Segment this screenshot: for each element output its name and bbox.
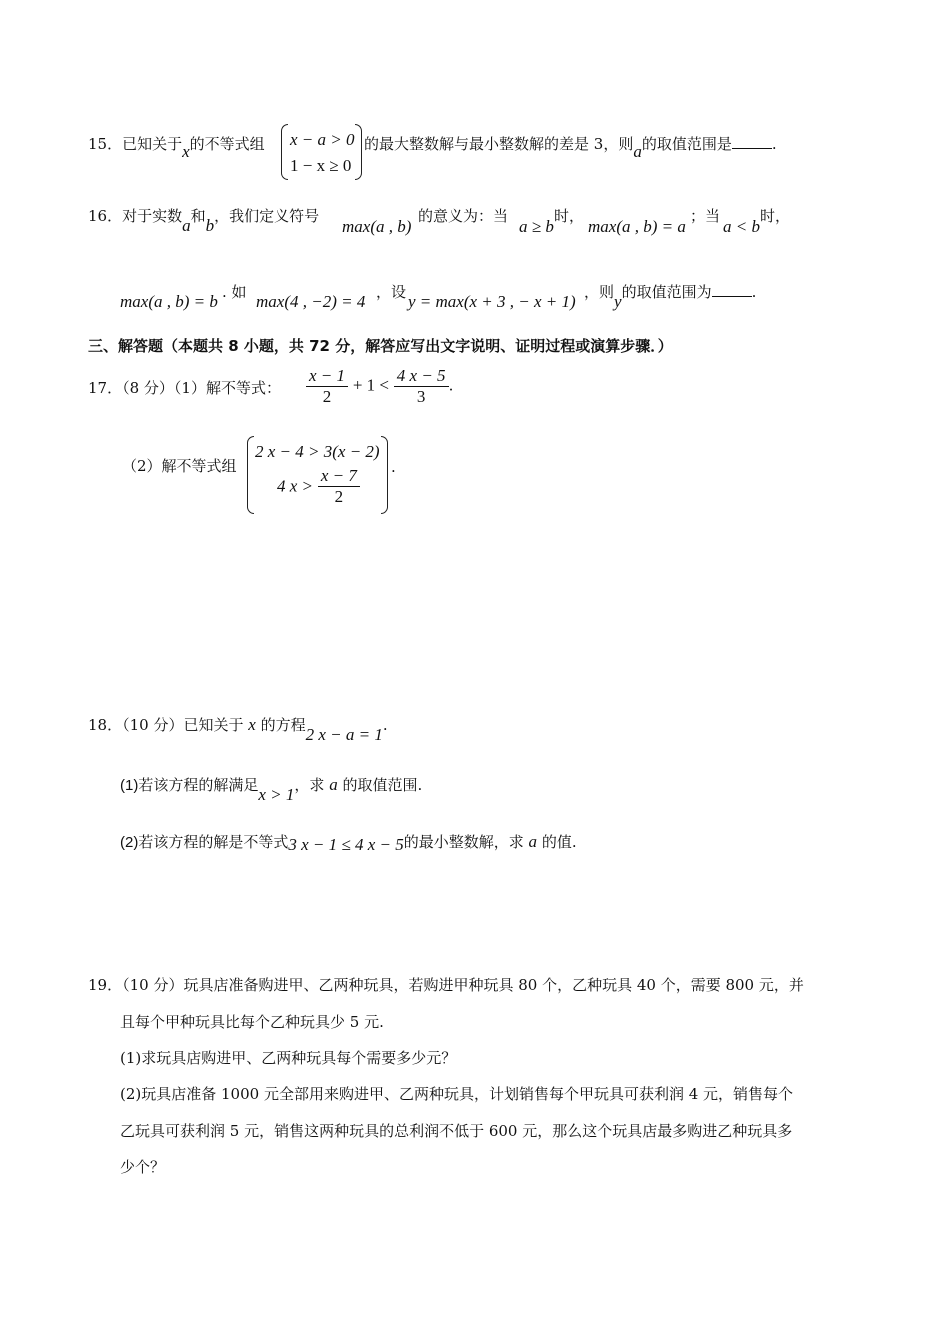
- section-3-heading: 三、解答题（本题共 8 小题，共 72 分，解答应写出文字说明、证明过程或演算步骤．）: [88, 337, 673, 355]
- q17-row2-denominator: 2: [334, 487, 344, 506]
- q18-end: .: [382, 716, 388, 734]
- q15-text-4: 的取值范围是: [641, 135, 732, 153]
- q17-part1-label: （1）解不等式：: [173, 379, 281, 397]
- q17-inequality: [306, 366, 453, 407]
- q17-frac2-numerator: 4 x − 5: [396, 366, 446, 385]
- q15-var-x: x: [182, 142, 190, 161]
- q17-frac1-denominator: 2: [322, 387, 332, 406]
- q18-score: （10 分）: [122, 716, 184, 734]
- q18-p2-text-3: 的值.: [541, 833, 577, 851]
- q16-result-1: max(a , b) = a: [588, 217, 686, 236]
- q15-var-a: a: [633, 142, 642, 161]
- q16-line-3: [584, 282, 757, 311]
- q17-row2-lhs: 4 x >: [277, 476, 314, 496]
- q17-middle: + 1 <: [352, 375, 389, 395]
- q16-end: .: [751, 283, 757, 301]
- q16-text-3: 的意义为：当: [418, 207, 509, 225]
- q17-part2-label: （2）解不等式组: [122, 457, 237, 475]
- q17-frac1-numerator: x − 1: [309, 366, 346, 385]
- q19-part-2-line-1: (2)玩具店准备 1000 元全部用来购进甲、乙两种玩具，计划销售每个甲玩具可获利润 4 元，销售每个: [120, 1085, 794, 1103]
- q16-result-2: max(a , b) = b: [120, 292, 218, 311]
- q16-text-4: 时，: [554, 207, 585, 225]
- q19-text-2: 且每个甲种玩具比每个乙种玩具少 5 元.: [120, 1013, 384, 1031]
- q17-frac2-denominator: 3: [416, 387, 426, 406]
- q15-text-1: 已知关于: [122, 135, 183, 153]
- q15-line: [88, 134, 265, 161]
- q17-inequality-system: [247, 436, 397, 516]
- q16-cond-2: a < b: [723, 217, 760, 236]
- q16-number: 16．: [88, 207, 123, 225]
- q17-number: 17．: [88, 379, 123, 397]
- q19-part-1: (1)求玩具店购进甲、乙两种玩具每个需要多少元？: [120, 1049, 457, 1067]
- q18-text-2: 的方程: [260, 716, 306, 734]
- q17-fraction-2: [394, 366, 449, 407]
- q18-p1-text-3: 的取值范围.: [342, 776, 423, 794]
- q17-system-row-1: 2 x − 4 > 3(x − 2): [255, 442, 380, 461]
- q16-cond-1: a ≥ b: [519, 217, 554, 236]
- q15-system-row-1: x − a > 0: [290, 130, 355, 149]
- q17-line-1: [88, 378, 281, 398]
- q17-end-2: .: [391, 458, 396, 476]
- q16-text-5: ；当: [690, 207, 721, 225]
- q16-text-2: ，我们定义符号: [214, 207, 320, 225]
- q19-number: 19．: [88, 976, 123, 994]
- q16-example: max(4 , −2) = 4: [256, 292, 366, 311]
- q16-text-7: . 如: [222, 283, 247, 301]
- q18-number: 18．: [88, 716, 123, 734]
- q16-text-8: ，设: [376, 283, 407, 301]
- q15-text-2: 的不等式组: [189, 135, 265, 153]
- q18-p2-text-1: 若该方程的解是不等式: [138, 833, 289, 851]
- q18-p1-label: (1): [120, 777, 139, 794]
- q15-left-brace: [281, 124, 288, 180]
- q16-text-6: 时，: [760, 207, 791, 225]
- q18-p1-text-1: 若该方程的解满足: [138, 776, 259, 794]
- q18-part-2: [120, 832, 577, 853]
- q17-system-row-2: [277, 466, 360, 507]
- q19-text-1: （10 分）玩具店准备购进甲、乙两种玩具，若购进甲种玩具 80 个，乙种玩具 40 个，需要 800 元，并: [122, 976, 804, 994]
- q16-line-1: [88, 206, 320, 235]
- q18-p1-condition: x > 1: [258, 785, 295, 804]
- q18-p2-text-2: 的最小整数解，求: [403, 833, 524, 851]
- q18-line-1: [88, 715, 388, 744]
- q18-p1-var: a: [329, 775, 338, 794]
- q18-equation: 2 x − a = 1: [305, 725, 383, 744]
- q17-left-brace: [247, 436, 254, 514]
- q15-text-3: 的最大整数解与最小整数解的差是 3，则: [364, 135, 634, 153]
- q17-row2-fraction: [318, 466, 360, 507]
- q15-system-row-2: 1 − x ≥ 0: [290, 156, 352, 175]
- q17-end-1: .: [448, 376, 454, 395]
- q15-answer-blank[interactable]: [732, 134, 772, 149]
- q18-var-x: x: [248, 715, 256, 734]
- q18-p2-label: (2): [120, 834, 139, 851]
- q15-end: .: [771, 135, 777, 153]
- q18-p2-var: a: [528, 832, 538, 851]
- q19-part-2-line-3: 少个？: [120, 1158, 166, 1176]
- q16-max-symbol: max(a , b): [342, 217, 412, 236]
- q16-text-1: 对于实数: [122, 207, 183, 225]
- q16-answer-blank[interactable]: [712, 282, 752, 297]
- q17-row2-numerator: x − 7: [320, 466, 357, 485]
- q16-text-and: 和: [190, 207, 206, 225]
- q19-part-2-line-2: 乙玩具可获利润 5 元，销售这两种玩具的总利润不低于 600 元，那么这个玩具店最多购进乙种玩具多: [120, 1122, 793, 1140]
- q18-text-1: 已知关于: [183, 716, 244, 734]
- q18-p2-inequality: 3 x − 1 ≤ 4 x − 5: [288, 835, 404, 854]
- q16-var-a: a: [182, 216, 191, 235]
- q16-def-y: y = max(x + 3 , − x + 1): [408, 292, 576, 311]
- q16-var-y: y: [614, 292, 622, 311]
- q17-fraction-1: [306, 366, 348, 407]
- q15-number: 15．: [88, 135, 123, 153]
- q17-right-brace: [381, 436, 388, 514]
- q17-score: （8 分）: [122, 379, 174, 397]
- q19-line-1: [88, 975, 804, 995]
- q18-p1-text-2: ，求: [294, 776, 325, 794]
- q15-inequality-system: [281, 124, 363, 180]
- q18-part-1: [120, 775, 423, 804]
- q15-line-cont: [364, 134, 777, 161]
- q16-text-10: 的取值范围为: [621, 283, 712, 301]
- q15-right-brace: [355, 124, 362, 180]
- q16-var-b: b: [205, 216, 215, 235]
- q16-text-9: ，则: [584, 283, 615, 301]
